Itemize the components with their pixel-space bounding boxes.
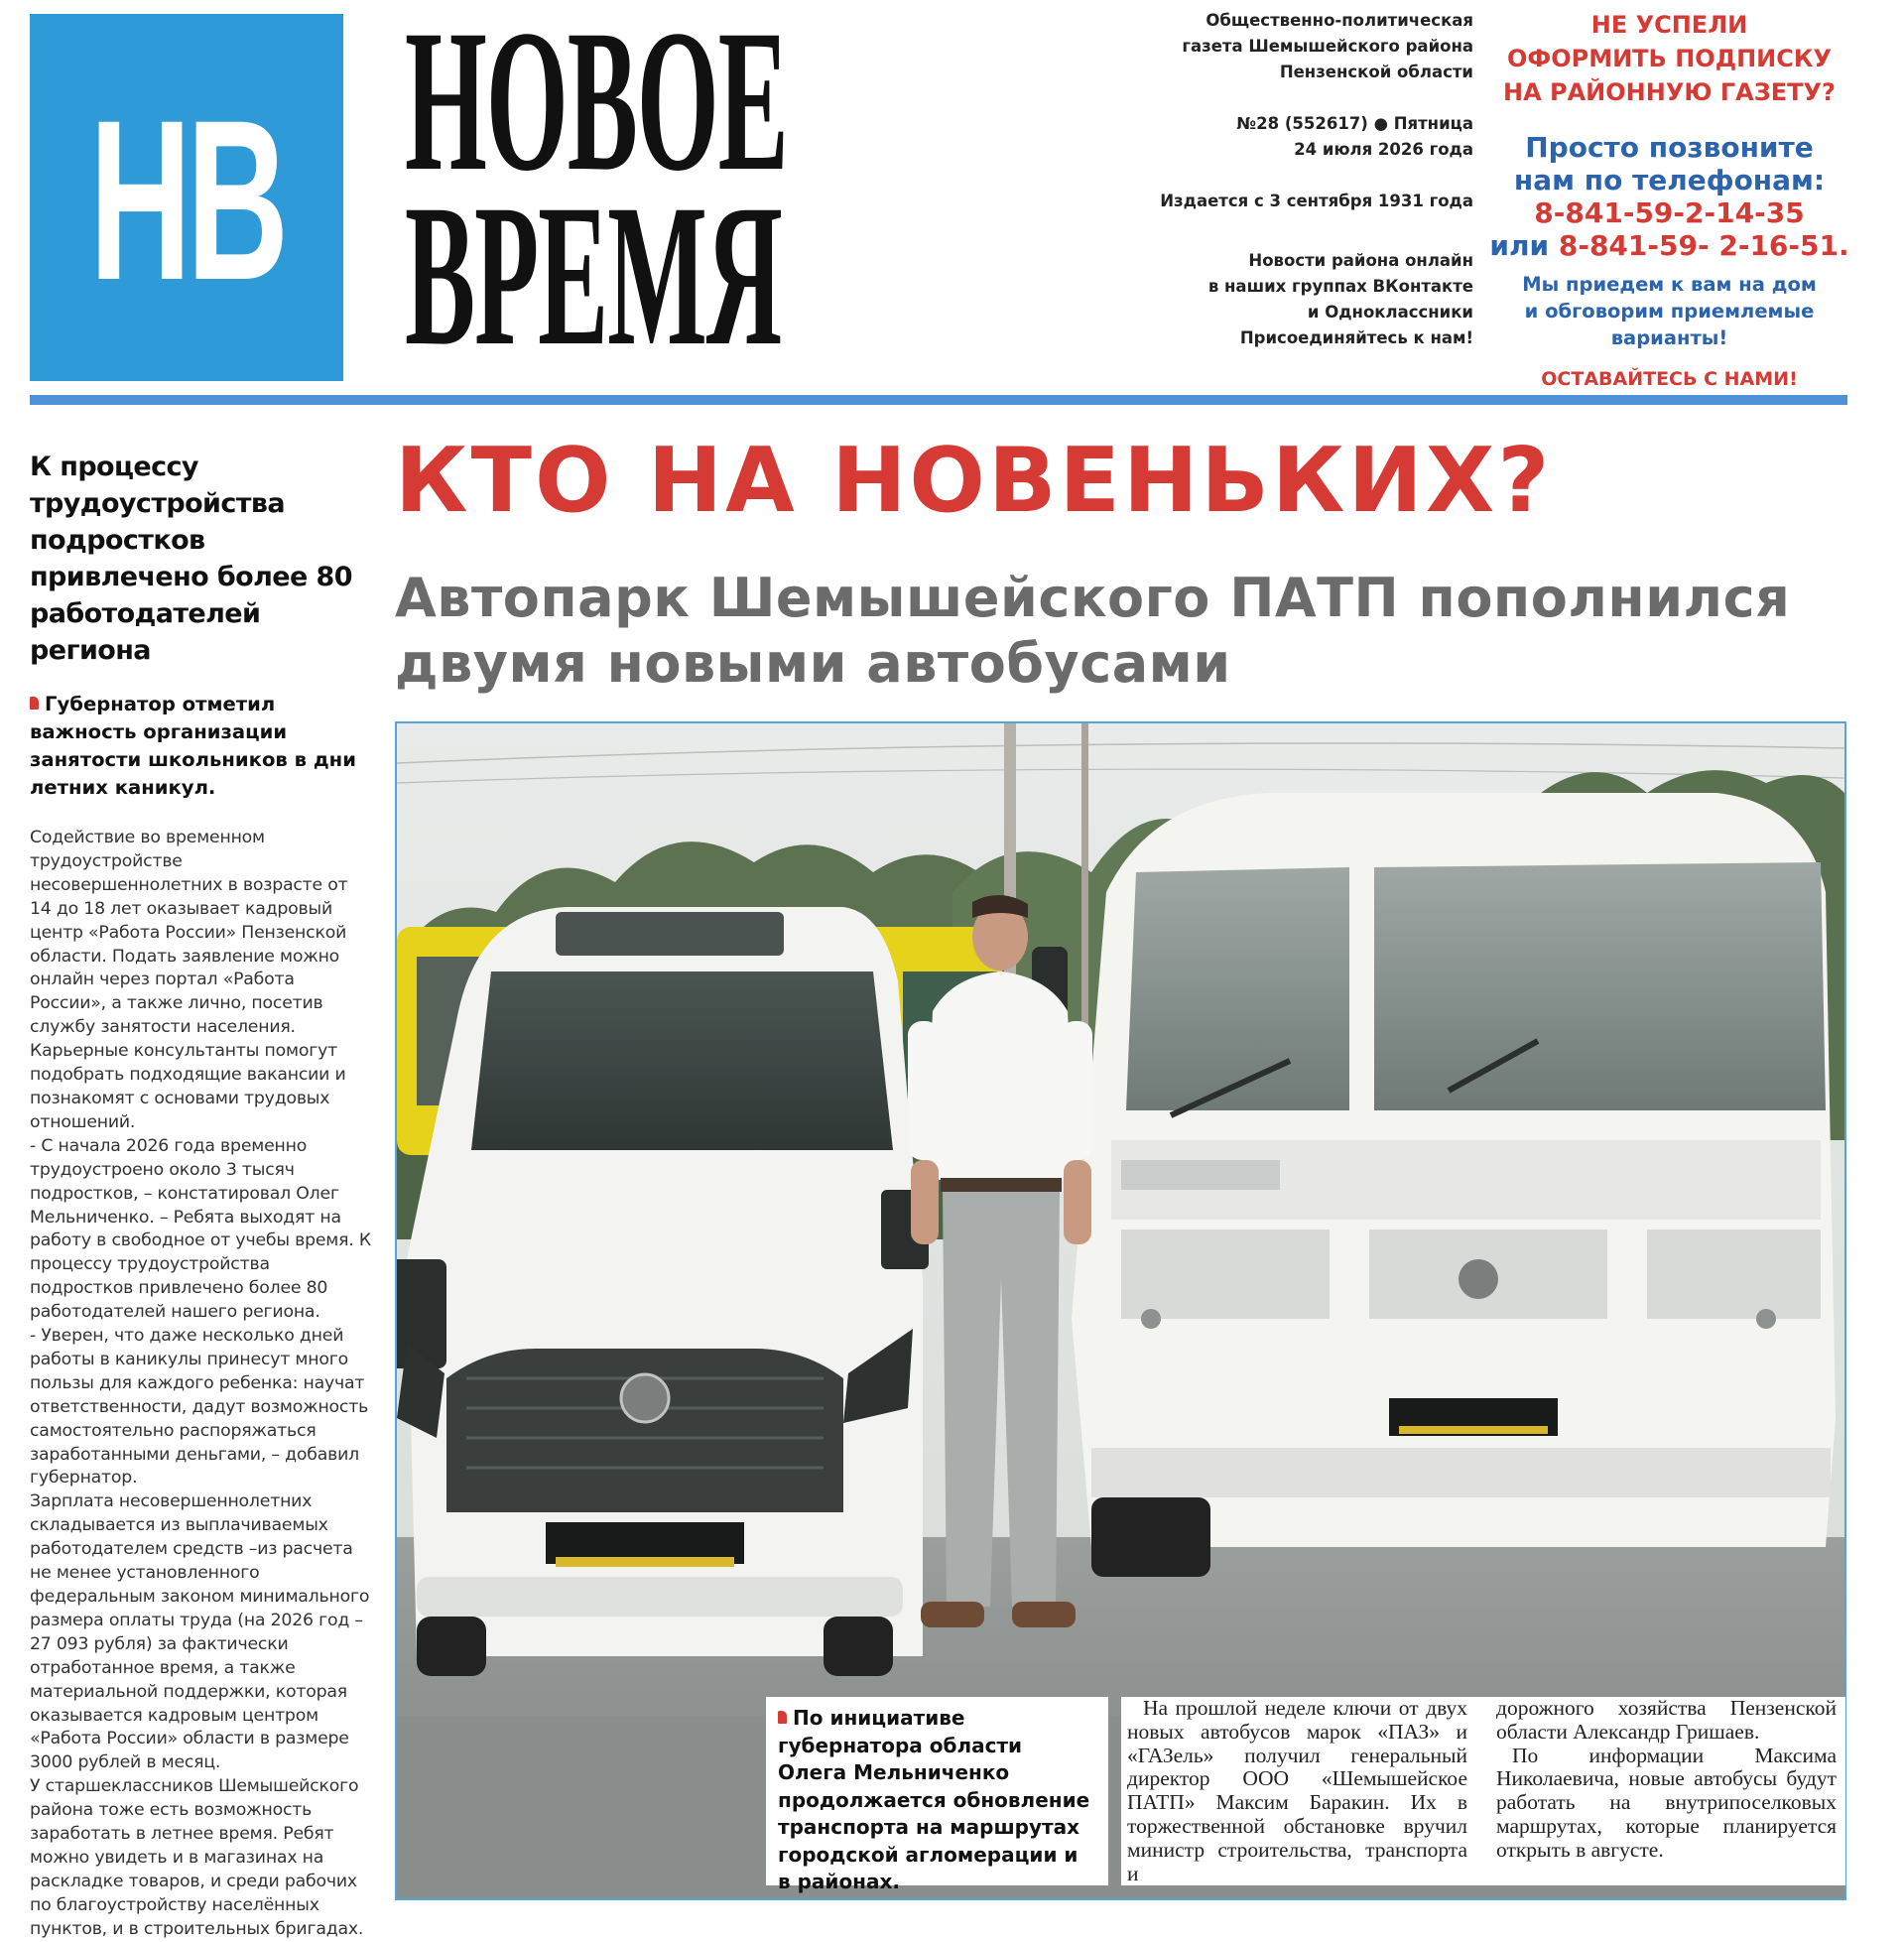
info-line: Пензенской области <box>1279 63 1473 81</box>
info-line: газета Шемышейского района <box>1182 37 1473 56</box>
issue-date: 24 июля 2026 года <box>1294 140 1473 159</box>
paragraph: - Уверен, что даже несколько дней работы в каникулы принесут много пользы для каждого ребенка: научат ответственности, дадут возможность самостоятельно распоряжаться заработанными деньгами, – добавил губернатор. <box>30 1326 369 1489</box>
logo-letters: НВ <box>88 72 285 327</box>
paragraph: - С начала 2026 года временно трудоустроено около 3 тысяч подростков, – констатировал Олег Мельниченко. – Ребята выходят на работу в свободное от учебы время. К процессу трудоустройства подростков привлечено более 80 работодателей нашего региона. <box>30 1135 371 1323</box>
sidebar-article <box>30 449 372 1942</box>
visit-text <box>1488 271 1850 351</box>
visit-line: Мы приедем к вам на дом <box>1522 273 1817 296</box>
call-line: нам по телефонам: <box>1513 164 1826 196</box>
article-column-2-paragraph: По информации Максима Николаевича, новые автобусы будут работать на внутрипоселковых маршрутах, которые планируется открыть в августе. <box>1496 1743 1837 1862</box>
article-column-1: На прошлой неделе ключи от двух новых автобусов марок «ПАЗ» и «ГАЗель» получил генеральный директор ООО «Шемышейское ПАТП» Максим Баракин. Их в торжественной обстановке вручил министр строительства, транспорта и <box>1127 1696 1467 1885</box>
info-line: Общественно-политическая <box>1206 11 1473 30</box>
title-line-1: НОВОЕ <box>405 0 788 213</box>
call-line: Просто позвоните <box>1525 131 1814 164</box>
masthead-divider <box>30 395 1847 405</box>
phone-line-1 <box>1488 196 1850 229</box>
newspaper-title <box>405 0 792 389</box>
main-headline: КТО НА НОВЕНЬКИХ? <box>395 429 1553 533</box>
subscription-heading-line: НЕ УСПЕЛИ <box>1590 11 1748 39</box>
paragraph: У старшеклассников Шемышейского района тоже есть возможность заработать в летнее время. Ребят можно увидеть и в магазинах на раскладке товаров, и среди рабочих по благоустройству населённых пунктов, и в строительных бригадах. <box>30 1776 364 1939</box>
main-article-body <box>1121 1697 1845 1885</box>
photo-caption-lead <box>766 1697 1108 1893</box>
published-since: Издается с 3 сентября 1931 года <box>1160 192 1473 210</box>
article-column-2 <box>1496 1697 1837 1863</box>
newspaper-logo <box>30 14 343 381</box>
or-word: или <box>1489 229 1550 262</box>
marker-icon <box>778 1711 787 1724</box>
title-line-2: ВРЕМЯ <box>405 163 782 389</box>
subscription-heading <box>1488 8 1850 109</box>
subscription-heading-line: ОФОРМИТЬ ПОДПИСКУ <box>1507 45 1832 72</box>
issue-number: №28 (552617) ● Пятница <box>1236 114 1473 133</box>
visit-line: и обговорим приемлемые <box>1524 300 1815 323</box>
article-column-2-start: дорожного хозяйства Пензенской области Александр Гришаев. <box>1496 1696 1837 1744</box>
paper-info <box>1121 8 1473 351</box>
call-text <box>1488 131 1850 196</box>
sidebar-lead-text: Губернатор отметил важность организации занятости школьников в дни летних каникул. <box>30 693 356 799</box>
sidebar-article-body <box>30 827 372 1942</box>
stay-with-us: ОСТАВАЙТЕСЬ С НАМИ! <box>1541 368 1798 390</box>
visit-line: варианты! <box>1610 326 1728 349</box>
online-line: в наших группах ВКонтакте <box>1207 277 1473 296</box>
paragraph: Содействие во временном трудоустройстве несовершеннолетних в возрасте от 14 до 18 лет оказывает кадровый центр «Работа России» Пензенской области. Подать заявление можно онлайн через портал «Работа России», а также лично, посетив службу занятости населения. Карьерные консультанты помогут подобрать подходящие вакансии и познакомят с основами трудовых отношений. <box>30 828 348 1132</box>
online-line: и Одноклассники <box>1307 303 1473 322</box>
marker-icon <box>30 697 39 710</box>
online-line: Новости района онлайн <box>1248 251 1473 270</box>
online-line: Присоединяйтесь к нам! <box>1239 328 1473 347</box>
phone-number-1: 8-841-59-2-14-35 <box>1534 196 1805 229</box>
subscription-ad <box>1488 8 1850 392</box>
sidebar-article-title: К процессу трудоустройства подростков привлечено более 80 работодателей региона <box>30 452 352 666</box>
subscription-heading-line: НА РАЙОННУЮ ГАЗЕТУ? <box>1503 78 1836 106</box>
main-subheadline: Автопарк Шемышейского ПАТП пополнился двумя новыми автобусами <box>395 567 1791 695</box>
sidebar-article-lead <box>30 691 372 802</box>
phone-number-2: 8-841-59- 2-16-51. <box>1558 229 1849 262</box>
photo-lead <box>778 1705 1096 1896</box>
phone-line-2 <box>1488 229 1850 262</box>
paragraph: Зарплата несовершеннолетних складывается из выплачиваемых работодателем средств –из расчета не менее установленного федеральным законом минимального размера оплаты труда (на 2026 год – 27 093 рубля) за фактически отработанное время, а также материальной поддержки, которая оказывается кадровым центром «Работа России» области в размере 3000 рублей в месяц. <box>30 1491 370 1773</box>
photo-lead-text: По инициативе губернатора области Олега Мельниченко продолжается обновление транспорта на маршрутах городской агломерации и в районах. <box>778 1706 1090 1893</box>
